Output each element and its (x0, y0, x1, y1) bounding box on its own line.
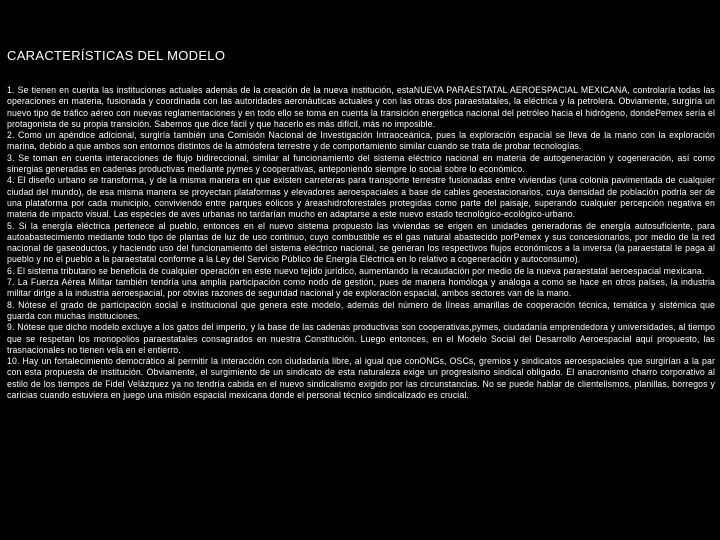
point-5: 5. Si la energía eléctrica pertenece al pueblo, entonces en el nuevo sistema propuesto las viviendas se erigen en unidades generadoras de energía autosuficiente, para autoabastecimiento mediante todo tipo de plantas de luz de uso continuo, cuyo combustible es el gas natural abastecido porPemex y sus concesionarios, por medio de la red nacional de gaseoductos, y haciendo uso del funcionamiento del sistema eléctrico nacional, se generan los respectivos flujos económicos a la inversa (la paraestatal le paga al pueblo y no el pueblo a la paraestatal conforme a la Ley del Servicio Público de Energía Eléctrica en lo relativo a cogeneración y autoconsumo). (7, 220, 715, 265)
point-6: 6. El sistema tributario se beneficia de cualquier operación en este nuevo tejido jurídico, aumentando la recaudación por medio de la nueva paraestatal aeroespacial mexicana. (7, 265, 705, 276)
point-4: 4. El diseño urbano se transforma, y de la misma manera en que existen carreteras para transporte terrestre fusionadas entre viviendas (una colonia pavimentada de cualquier ciudad del mundo), de esa misma manera se proyectan plataformas y elevadores aeroespaciales a base de cables geoestacionarios, cuya densidad de población podría ser de una plataforma por cada municipio, conviviendo entre parques eólicos y áreashidroforestales protegidas como parte del paisaje, superando cualquier percepción negativa en materia de impacto visual. Las especies de aves urbanas no tardarían mucho en adaptarse a este nuevo estado tecnológico-ecológico-urbano. (7, 175, 715, 220)
point-9: 9. Nótese que dicho modelo excluye a los gatos del imperio, y la base de las cadenas productivas son cooperativas,pymes, ciudadanía emprendedora y universidades, al tiempo que se respetan los monopolios paraestatales consagrados en nuestra Constitución. Luego entonces, en el Modelo Social del Desarrollo Aeroespacial aquí propuesto, las trasnacionales no tienen vela en el entierro. (7, 322, 715, 355)
point-3: 3. Se toman en cuenta interacciones de flujo bidireccional, similar al funcionamiento del sistema eléctrico nacional en materia de autogeneración y cogeneración, así como sinergias generadas en cadenas productivas mediante pymes y cooperativas, anteponiendo siempre lo social sobre lo económico. (7, 152, 715, 175)
slide-title: CARACTERÍSTICAS DEL MODELO (7, 48, 226, 63)
point-2: 2. Como un apéndice adicional, surgiría también una Comisión Nacional de Investigación Intraoceánica, pues la exploración espacial se lleva de la mano con la exploración marina, debido a que ambos son entornos distintos de la atmósfera terrestre y de comportamiento similar cuando se trata de probar tecnologías. (7, 130, 715, 152)
point-10: 10. Hay un fortalecimiento democrático al permitir la interacción con ciudadanía libre, al igual que conONGs, OSCs, gremios y sindicatos aeroespaciales que surgirían a la par con esta propuesta de institución. Obviamente, el surgimiento de un sindicato de esta naturaleza exige un progresismo sindical obligado. El anacronismo charro corporativo al estilo de los tiempos de Fidel Velázquez ya no tendría cabida en el nuevo sindicalismo exigido por las circunstancias. No se puede hablar de clientelismos, planillas, borregos y caricias cuando estuviera en juego una misión espacial mexicana donde el personal técnico sindicalizado es crucial. (7, 356, 715, 401)
point-1: 1. Se tienen en cuenta las instituciones actuales además de la creación de la nueva institución, estaNUEVA PARAESTATAL AEROESPACIAL MEXICANA, controlaría todas las operaciones en materia, fusionada y coordinada con las autoridades aeronáuticas actuales y con las otras dos paraestatales, la eléctrica y la petrolera. Obviamente, surgiría un nuevo tipo de tráfico aéreo con nuevas reglamentaciones y en todo ello se toma en cuenta la transición energética nacional del petróleo hacia el hidrógeno, dondePemex sería el protagonista de su propia transición. Sabemos que dice fácil y que hacerlo es más difícil, más no imposible. (7, 85, 715, 129)
point-8: 8. Nótese el grado de participación social e institucional que genera este modelo, además del número de líneas amarillas de cooperación técnica, temática y sistémica que guarda con muchas instituciones. (7, 299, 715, 321)
slide-body (7, 85, 715, 401)
point-7: 7. La Fuerza Aérea Militar también tendría una amplia participación como nodo de gestión, pues de manera homóloga y análoga a como se hace en otros países, la industria militar dirige a la industria aeroespacial, por obvias razones de seguridad nacional y de exploración espacial, ambos sectores van de la mano. (7, 277, 715, 299)
